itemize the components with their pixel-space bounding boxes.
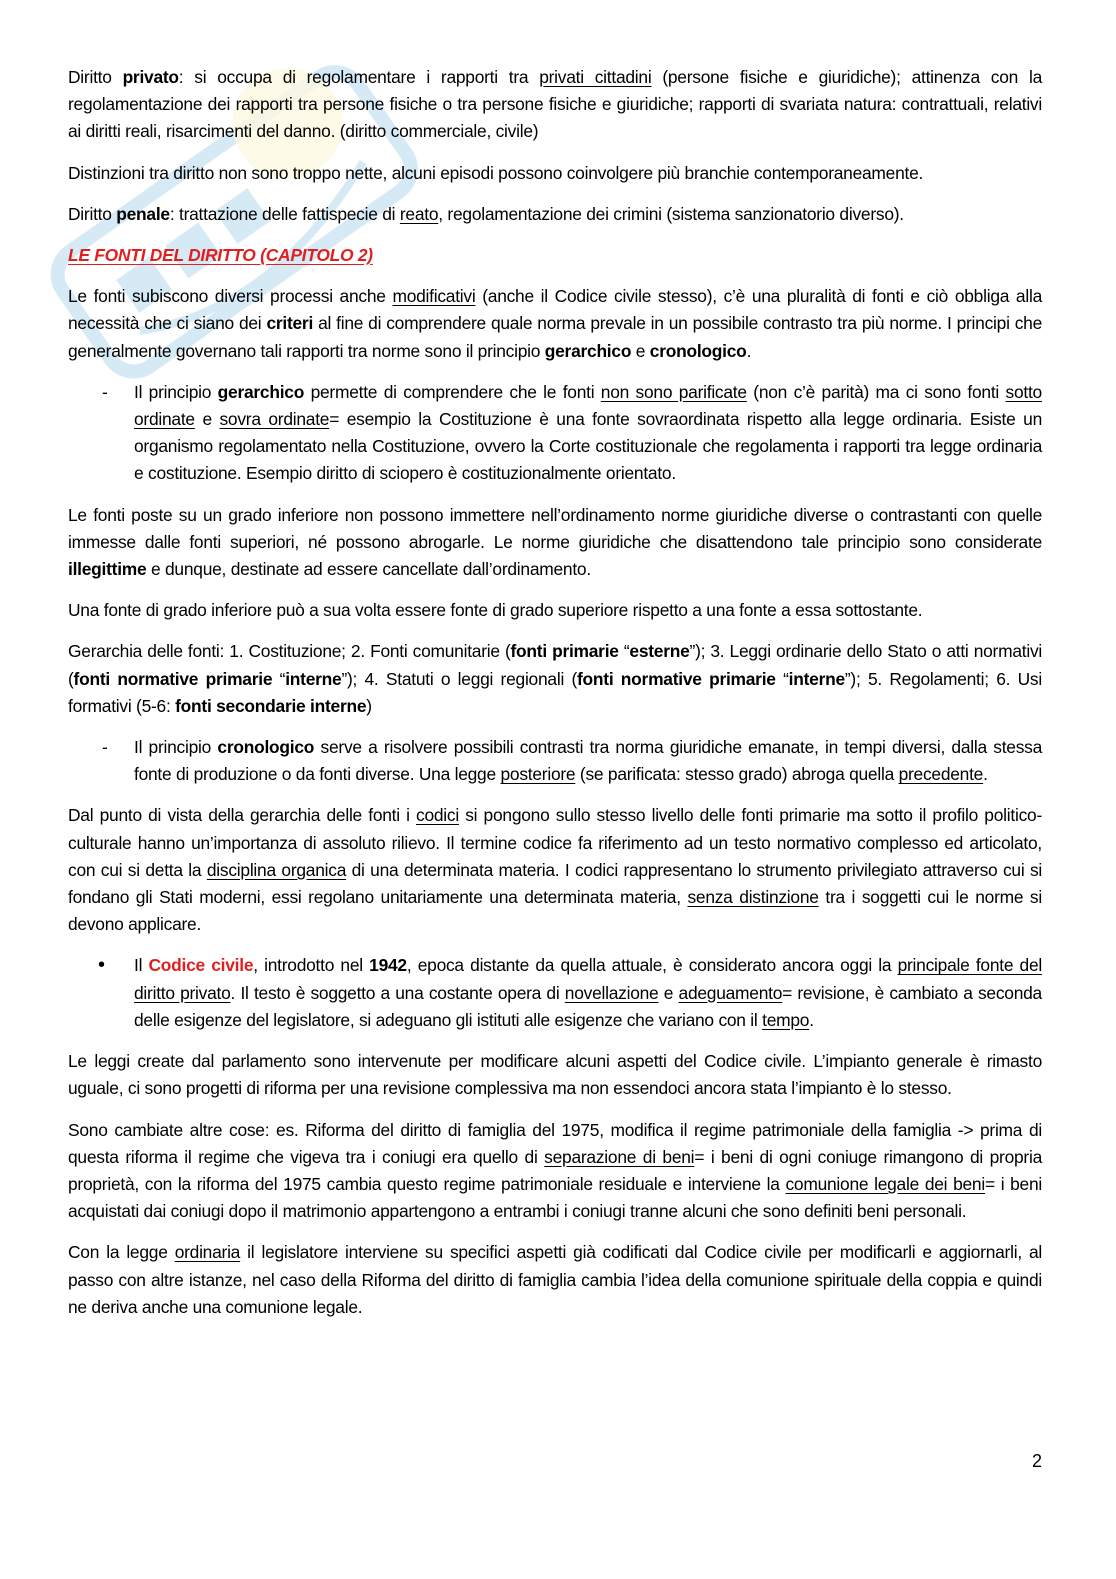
text-run: . xyxy=(983,764,988,785)
page-number: 2 xyxy=(1031,1451,1042,1471)
text-run: fonti primarie xyxy=(510,641,619,662)
text-run: disciplina organica xyxy=(206,859,347,880)
text-run: , introdotto nel xyxy=(253,955,370,976)
text-run: : trattazione delle fattispecie di xyxy=(169,203,400,224)
text-run: . xyxy=(746,340,752,361)
text-run: e xyxy=(658,982,679,1003)
text-run: Diritto xyxy=(68,67,123,87)
paragraph xyxy=(68,502,1042,584)
text-run: . xyxy=(809,1009,814,1030)
text-run: Le leggi create dal parlamento sono intervenute per modificare alcuni aspetti del Codice civile. L’impianto generale è rimasto uguale, ci sono progetti di riforma per una revisione complessiva ma non essendoci ancora stata l’impianto è lo stesso. xyxy=(68,1051,1042,1099)
text-run: = esempio la Costituzione è una fonte sovraordinata rispetto alla legge ordinaria. Esiste un organismo regolamentato nella Costituzione, ovvero la Corte costituzionale che regolamenta i rapporti tra legge ordinaria e costituzione. Esempio diritto di sciopero è costituzionalmente orientato. xyxy=(134,409,1042,484)
paragraph xyxy=(68,283,1042,365)
text-run: ”); 4. Statuti o leggi regionali ( xyxy=(341,668,577,689)
text-run: criteri xyxy=(266,313,314,334)
paragraph xyxy=(68,160,1042,187)
list-item xyxy=(68,952,1042,1034)
text-run: principale fonte del diritto privato xyxy=(134,955,1042,1003)
text-run: “ xyxy=(272,668,286,689)
text-run: 1942 xyxy=(369,955,407,976)
text-run: = i beni acquistati dai coniugi dopo il matrimonio appartengono a entrambi i coniugi tranne alcuni che sono definiti beni personali. xyxy=(68,1173,1043,1222)
paragraph xyxy=(68,64,1042,146)
dash-marker: - xyxy=(102,737,108,758)
text-run: Codice civile xyxy=(148,955,254,976)
text-run: reato xyxy=(399,203,439,224)
text-run: e dunque, destinate ad essere cancellate dall’ordinamento. xyxy=(146,559,591,580)
text-run: Sono cambiate altre cose: es. Riforma del diritto di famiglia del 1975, modifica il regime patrimoniale della famiglia -> prima di questa riforma il regime che vigeva tra i coniugi era quello di xyxy=(68,1119,1042,1167)
document-body xyxy=(68,64,1042,1335)
text-run: sovra ordinate xyxy=(219,409,330,430)
text-run: serve a risolvere possibili contrasti tra norma giuridiche emanate, in tempi diversi, dalla stessa fonte di produzione o da fonti diverse. Una legge xyxy=(134,737,1043,785)
list-item xyxy=(68,734,1042,788)
text-run: fonti secondarie interne xyxy=(175,695,367,716)
paragraph xyxy=(68,1117,1042,1226)
text-run: si pongono sullo stesso livello delle fonti primarie ma sotto il profilo politico-culturale hanno un’importanza di assoluto rilievo. Il termine codice fa riferimento ad un testo normativo complesso ed articolato, con cui si detta la xyxy=(68,805,1042,880)
text-run: , epoca distante da quella attuale, è considerato ancora oggi la xyxy=(406,955,898,976)
text-run: = revisione, è cambiato a seconda delle esigenze del legislatore, si adeguano gli istituti alle esigenze che variano con il xyxy=(134,982,1042,1030)
text-run: gerarchico xyxy=(544,340,632,361)
text-run: Il principio xyxy=(134,381,218,402)
paragraph xyxy=(68,597,1042,624)
text-run: Una fonte di grado inferiore può a sua volta essere fonte di grado superiore rispetto a una fonte a essa sottostante. xyxy=(68,600,923,621)
text-run: gerarchico xyxy=(217,381,305,402)
text-run: al fine di comprendere quale norma prevale in un possibile contrasto tra più norme. I principi che generalmente governano tali rapporti tra norme sono il principio xyxy=(68,313,1042,361)
text-run: non sono parificate xyxy=(600,381,747,402)
text-run: cronologico xyxy=(217,737,315,758)
paragraph xyxy=(68,638,1042,720)
text-run: ordinaria xyxy=(174,1242,241,1263)
text-run: senza distinzione xyxy=(687,887,819,908)
text-run: (se parificata: stesso grado) abroga quella xyxy=(575,764,899,785)
text-run: (non c’è parità) ma ci sono fonti xyxy=(746,381,1006,402)
text-run: Gerarchia delle fonti: 1. Costituzione; 2. Fonti comunitarie ( xyxy=(68,641,511,662)
list-item xyxy=(68,379,1042,488)
dash-marker: - xyxy=(102,381,108,402)
text-run: codici xyxy=(416,805,459,826)
text-run: comunione legale dei beni xyxy=(785,1173,985,1194)
text-run: sotto ordinate xyxy=(134,381,1042,430)
text-run: interne xyxy=(788,668,845,689)
bullet-marker: • xyxy=(98,954,105,977)
text-run: “ xyxy=(775,668,789,689)
text-run: (anche il Codice civile stesso), c’è una pluralità di fonti e ciò obbliga alla necessità che ci siano dei xyxy=(68,286,1042,334)
text-run: Con la legge xyxy=(68,1242,175,1263)
text-run: (persone fisiche e giuridiche); attinenza con la regolamentazione dei rapporti tra persone fisiche o tra persone fisiche e giuridiche; rapporti di svariata natura: contrattuali, relativi ai diritti reali, risarcimenti del danno. (diritto commerciale, civile) xyxy=(68,67,1043,142)
text-run: privato xyxy=(122,67,179,87)
text-run: permette di comprendere che le fonti xyxy=(304,381,601,402)
text-run: Distinzioni tra diritto non sono troppo nette, alcuni episodi possono coinvolgere più branchie contemporaneamente. xyxy=(68,162,924,183)
text-run: il legislatore interviene su specifici aspetti già codificati dal Codice civile per modificarli e aggiornarli, al passo con altre istanze, nel caso della Riforma del diritto di famiglia cambia l’idea della comunione spirituale della coppia e quindi ne deriva anche una comunione legale. xyxy=(68,1242,1042,1317)
text-run: : si occupa di regolamentare i rapporti tra xyxy=(178,67,540,87)
text-run: Le fonti poste su un grado inferiore non possono immettere nell’ordinamento norme giuridiche diverse o contrastanti con quelle immesse dalle fonti superiori, né possono abrogarle. Le norme giuridiche che disattendono tale principio sono considerate xyxy=(68,504,1042,552)
text-run: “ xyxy=(618,641,630,662)
text-run: penale xyxy=(116,203,170,224)
text-run: adeguamento xyxy=(678,982,783,1003)
text-run: Dal punto di vista della gerarchia delle fonti i xyxy=(68,805,416,826)
text-run: e xyxy=(194,409,220,430)
text-run: di una determinata materia. I codici rappresentano lo strumento privilegiato attraverso cui si fondano gli Stati moderni, essi regolano unitariamente una determinata materia, xyxy=(68,859,1043,908)
text-run: , regolamentazione dei crimini (sistema sanzionatorio diverso). xyxy=(438,203,904,224)
text-run: Le fonti subiscono diversi processi anche xyxy=(68,286,393,307)
text-run: tempo xyxy=(762,1009,810,1030)
text-run: fonti normative primarie xyxy=(73,668,273,689)
text-run: cronologico xyxy=(649,340,747,361)
text-run: posteriore xyxy=(500,764,576,785)
text-run: esterne xyxy=(629,641,690,662)
text-run: Il xyxy=(134,955,149,976)
paragraph xyxy=(68,1048,1042,1102)
text-run: privati cittadini xyxy=(539,67,652,87)
section-heading xyxy=(68,242,1042,269)
text-run: e xyxy=(631,340,650,361)
text-run: ”); 5. Regolamenti; 6. Usi formativi (5-6: xyxy=(68,668,1042,716)
text-run: precedente xyxy=(898,764,984,785)
text-run: Il principio xyxy=(134,737,218,758)
text-run: novellazione xyxy=(564,982,659,1003)
text-run: LE FONTI DEL DIRITTO (CAPITOLO 2) xyxy=(68,245,373,266)
text-run: Diritto xyxy=(68,203,117,224)
text-run: ) xyxy=(366,695,372,716)
text-run: . Il testo è soggetto a una costante opera di xyxy=(230,982,565,1003)
text-run: interne xyxy=(285,668,342,689)
paragraph xyxy=(68,201,1042,228)
text-run: separazione di beni xyxy=(544,1146,695,1167)
paragraph xyxy=(68,1239,1042,1321)
paragraph xyxy=(68,802,1042,938)
text-run: fonti normative primarie xyxy=(577,668,776,689)
text-run: = i beni di ogni coniuge rimangono di propria proprietà, con la riforma del 1975 cambia questo regime patrimoniale residuale e interviene la xyxy=(68,1146,1042,1194)
text-run: modificativi xyxy=(392,286,476,307)
text-run: tra i soggetti cui le norme si devono applicare. xyxy=(68,887,1042,935)
text-run: illegittime xyxy=(68,559,147,580)
text-run: ”); 3. Leggi ordinarie dello Stato o atti normativi ( xyxy=(68,641,1043,689)
